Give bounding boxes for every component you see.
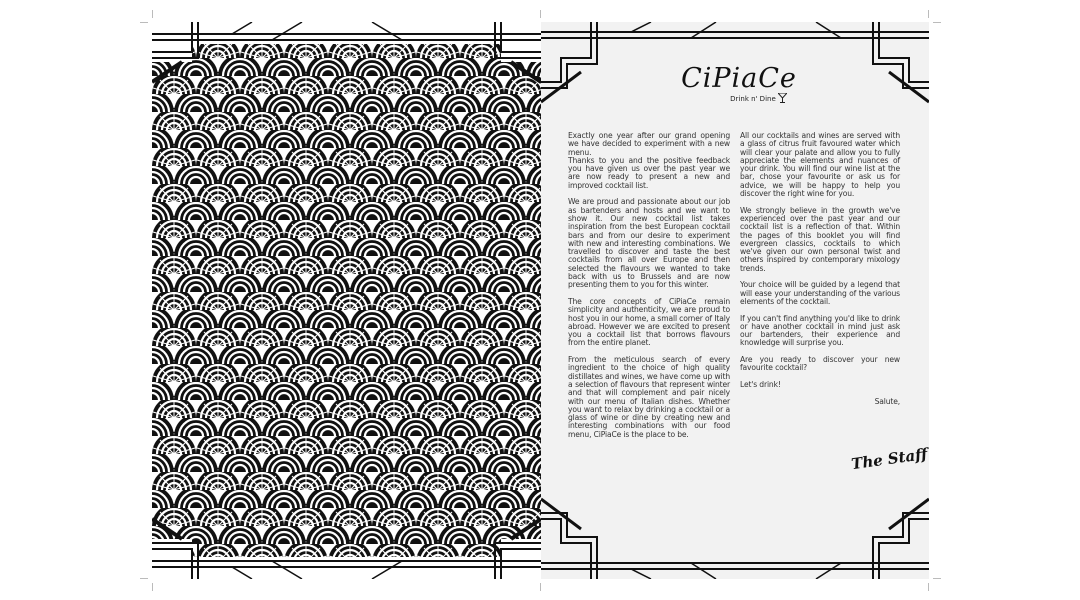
paragraph: All our cocktails and wines are served with a glass of citrus fruit favoured water which will clear your palate and allow you to fully appreciate the elements and nuances of your drink. You will find our wine list at the bar, chose your favourite or ask us for advice, we will be happy to help you discover the right wine for you. bbox=[740, 131, 900, 199]
crop-mark bbox=[140, 578, 148, 579]
closing-salute: Salute, bbox=[874, 396, 900, 406]
crop-mark bbox=[152, 10, 153, 18]
intro-column-left bbox=[568, 132, 730, 447]
staff-signature: The Staff bbox=[850, 444, 929, 474]
intro-text-panel bbox=[541, 22, 929, 579]
paragraph: We are proud and passionate about our job as bartenders and hosts and we want to show it. Our new cocktail list takes inspiration from the best European cocktail bars and from our desire to experiment with new and interesting combinations. We travelled to discover and taste the best cocktails from all over Europe and then selected the flavours we wanted to take back with us to Brussels and are now presenting them to you for this winter. bbox=[568, 197, 730, 290]
cover-pattern-panel bbox=[152, 22, 541, 579]
paragraph: We strongly believe in the growth we've experienced over the past year and our cocktail list is a reflection of that. Within the pages of this booklet you will find evergreen classics, cocktails to which we've given our own personal twist and others inspired by contemporary mixology trends. bbox=[740, 205, 900, 273]
crop-mark bbox=[933, 22, 941, 23]
crop-mark bbox=[540, 583, 541, 591]
crop-mark bbox=[928, 10, 929, 18]
menu-spread bbox=[152, 22, 929, 579]
crop-mark bbox=[933, 578, 941, 579]
logo-title: CiPiaCe bbox=[681, 63, 797, 94]
crop-mark bbox=[540, 10, 541, 18]
logo-subtitle bbox=[669, 93, 809, 103]
cocktail-glass-icon bbox=[778, 93, 787, 103]
intro-column-right bbox=[740, 132, 900, 414]
paragraph: Are you ready to discover your new favourite cocktail? bbox=[740, 355, 900, 373]
paragraph: Let's drink! bbox=[740, 379, 781, 389]
crop-mark bbox=[140, 22, 148, 23]
paragraph: Your choice will be guided by a legend that will ease your understanding of the various elements of the cocktail. bbox=[740, 280, 900, 306]
paragraph: The core concepts of CiPiaCe remain simplicity and authenticity, we are proud to host you in our home, a small corner of Italy abroad. However we are excited to present you a cocktail list that borrows flavours from the entire planet. bbox=[568, 296, 730, 348]
crop-mark bbox=[928, 583, 929, 591]
crop-mark bbox=[152, 583, 153, 591]
logo bbox=[669, 64, 809, 103]
paragraph: From the meticulous search of every ingredient to the choice of high quality distillates and wines, we have come up with a selection of flavours that represent winter and that will complement and pair nicely with our menu of Italian dishes. Whether you want to relax by drinking a cocktail or a glass of wine or dine by creating new and interesting combinations with our food menu, CiPiaCe is the place to be. bbox=[568, 355, 730, 439]
scallop-pattern bbox=[152, 22, 541, 579]
logo-subtitle-text: Drink n' Dine bbox=[730, 95, 776, 103]
paragraph: If you can't find anything you'd like to drink or have another cocktail in mind just ask our bartenders, their experience and knowledge will surprise you. bbox=[740, 313, 900, 348]
paragraph: Exactly one year after our grand opening we have decided to experiment with a new menu. Thanks to you and the positive feedback you have given us over the past year we are now ready to present a new and improved cocktail list. bbox=[568, 131, 730, 190]
